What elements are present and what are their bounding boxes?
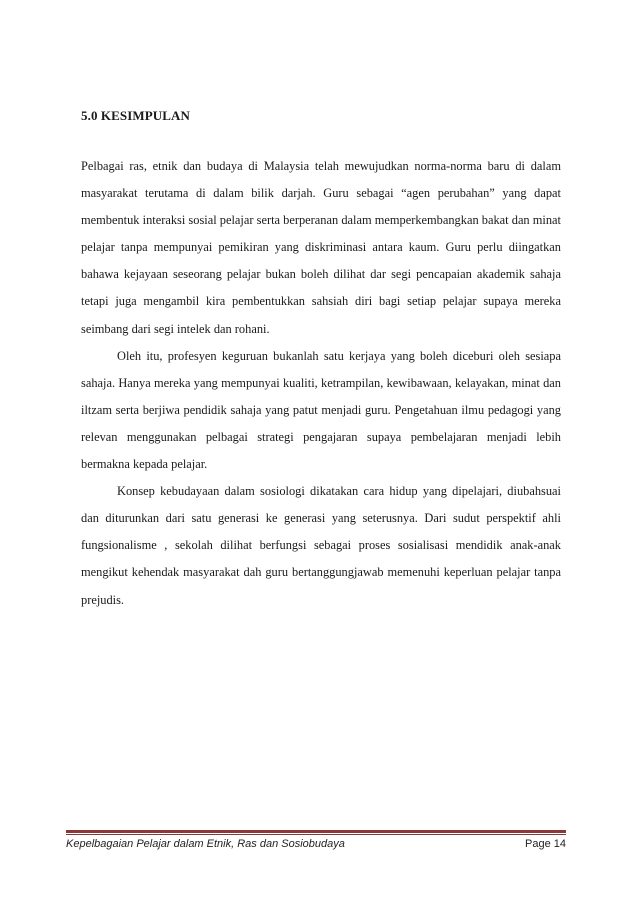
body-text — [81, 153, 561, 614]
section-heading: 5.0 KESIMPULAN — [81, 108, 191, 123]
page-number: Page 14 — [525, 838, 566, 850]
footer-title: Kepelbagaian Pelajar dalam Etnik, Ras dan Sosiobudaya — [66, 838, 345, 850]
paragraph-3: Konsep kebudayaan dalam sosiologi dikatakan cara hidup yang dipelajari, diubahsuai dan diturunkan dari satu generasi ke generasi yang seterusnya. Dari sudut perspektif ahli fungsionalisme , sekolah dilihat berfungsi sebagai proses sosialisasi mendidik anak-anak mengikut kehendak masyarakat dah guru bertanggungjawab memenuhi keperluan pelajar tanpa prejudis. — [81, 484, 561, 607]
paragraph-2: Oleh itu, profesyen keguruan bukanlah satu kerjaya yang boleh diceburi oleh sesiapa sahaja. Hanya mereka yang mempunyai kualiti, ketrampilan, kewibawaan, kelayakan, minat dan iltzam serta berjiwa pendidik sahaja yang patut menjadi guru. Pengetahuan ilmu pedagogi yang relevan menggunakan pelbagai strategi pengajaran supaya pembelajaran menjadi lebih bermakna kepada pelajar. — [81, 348, 561, 472]
footer-rule-thin — [66, 834, 566, 835]
paragraph-1: Pelbagai ras, etnik dan budaya di Malaysia telah mewujudkan norma-norma baru di dalam masyarakat terutama di dalam bilik darjah. Guru sebagai “agen perubahan” yang dapat membentuk interaksi sosial pelajar serta berperanan dalam memperkembangkan bakat dan minat pelajar tanpa mempunyai pemikiran yang diskriminasi antara kaum. Guru perlu diingatkan bahawa kejayaan seseorang pelajar bukan boleh dilihat dar segi pencapaian akademik sahaja tetapi juga mengambil kira pembentukkan sahsiah diri bagi setiap pelajar supaya mereka seimbang dari segi intelek dan rohani. — [81, 159, 561, 336]
footer-rule-thick — [66, 830, 566, 833]
